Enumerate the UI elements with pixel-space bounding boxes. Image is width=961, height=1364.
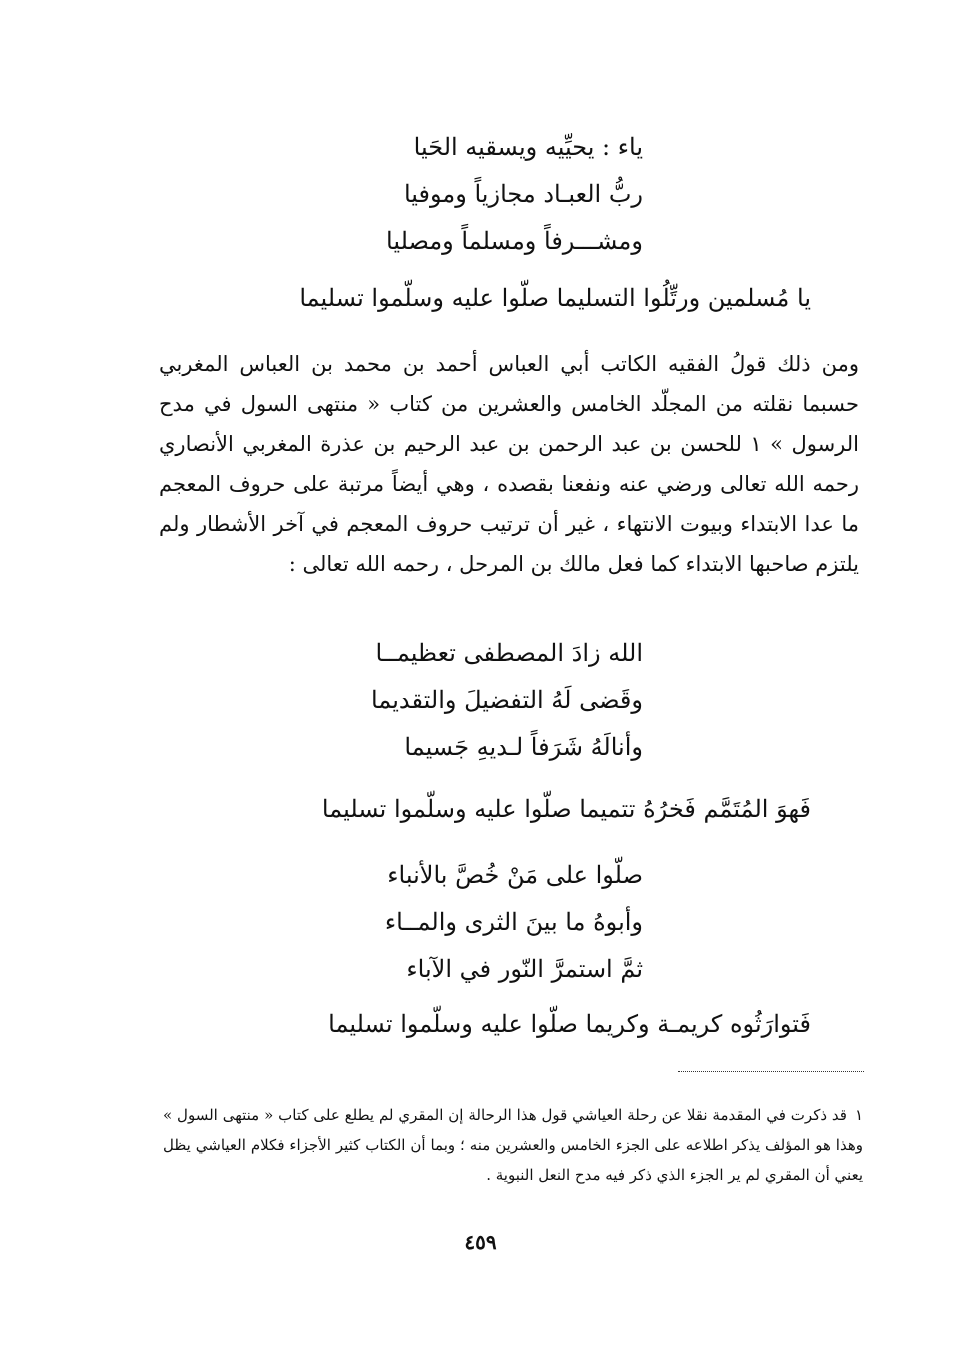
poem-1-line-3: ومشـــرفاً ومسلماً ومصليا (386, 227, 643, 255)
footnote-text: قد ذكرت في المقدمة نقلا عن رحلة العياشي قول هذا الرحالة إن المقري لم يطلع على كتاب « منتهى السول » وهذا هو المؤلف يذكر اطلاعه على الجزء الخامس والعشرين منه ؛ وبما أن الكتاب كثير الأجزاء فكلام العياشي يظل يعني أن المقري لم ير الجزء الذي ذكر فيه مدح النعل النبوية . (163, 1106, 863, 1184)
poem-1-line-1: ياء : يحيِّيه ويسقيه الحَيا (413, 133, 643, 161)
footnote-number: ١ (854, 1106, 863, 1124)
poem-3-line-1: صلّوا على مَنْ خُصَّ بالأنباء (387, 861, 643, 889)
poem-1-stanza (283, 124, 643, 265)
poem-2-line-1: الله زادَ المصطفى تعظيمــا (375, 639, 643, 667)
prose-paragraph (159, 344, 859, 584)
poem-2-line-2: وقَضى لَهُ التفضيلَ والتقديما (371, 686, 643, 714)
poem-1-line-2: ربُّ العبـاد مجازياً وموفيا (403, 180, 643, 208)
page-number: ٤٥٩ (464, 1230, 497, 1254)
poem-3-line-2: وأبوهُ ما بينَ الثرى والمــاء (384, 908, 643, 936)
poem-2-line-3: وأنالَهُ شَرَفاً لـديهِ جَسيما (404, 733, 643, 761)
poem-3-line-3: ثمَّ استمرَّ النّور في الآباء (406, 955, 643, 983)
poem-2-refrain: فَهوَ المُتَمَّم فَخرُهُ تتميما صلّوا عليه وسلّموا تسليما (321, 795, 811, 823)
footnote (163, 1100, 863, 1190)
poem-3-stanza (283, 852, 643, 993)
poem-1-refrain: يا مُسلمين ورتِّلُوا التسليما صلّوا عليه وسلّموا تسليما (299, 284, 811, 312)
poem-3-refrain: فَتوارَثُوه كريمـة وكريما صلّوا عليه وسلّموا تسليما (328, 1010, 811, 1038)
poem-2-stanza (283, 630, 643, 771)
footnote-separator (678, 1071, 864, 1072)
prose-text: ومن ذلك قولُ الفقيه الكاتب أبي العباس أحمد بن محمد بن العباس المغربي حسبما نقلته من المجلّد الخامس والعشرين من كتاب « منتهى السول في مدح الرسول » ١ للحسن بن عبد الرحمن بن عبد الرحيم بن عذرة المغربي الأنصاري رحمه الله تعالى ورضي عنه ونفعنا بقصده ، وهي أيضاً مرتبة على حروف المعجم ما عدا الابتداء وبيوت الانتهاء ، غير أن ترتيب حروف المعجم في آخر الأشطار ولم يلتزم صاحبها الابتداء كما فعل مالك بن المرحل ، رحمه الله تعالى : (159, 352, 859, 576)
